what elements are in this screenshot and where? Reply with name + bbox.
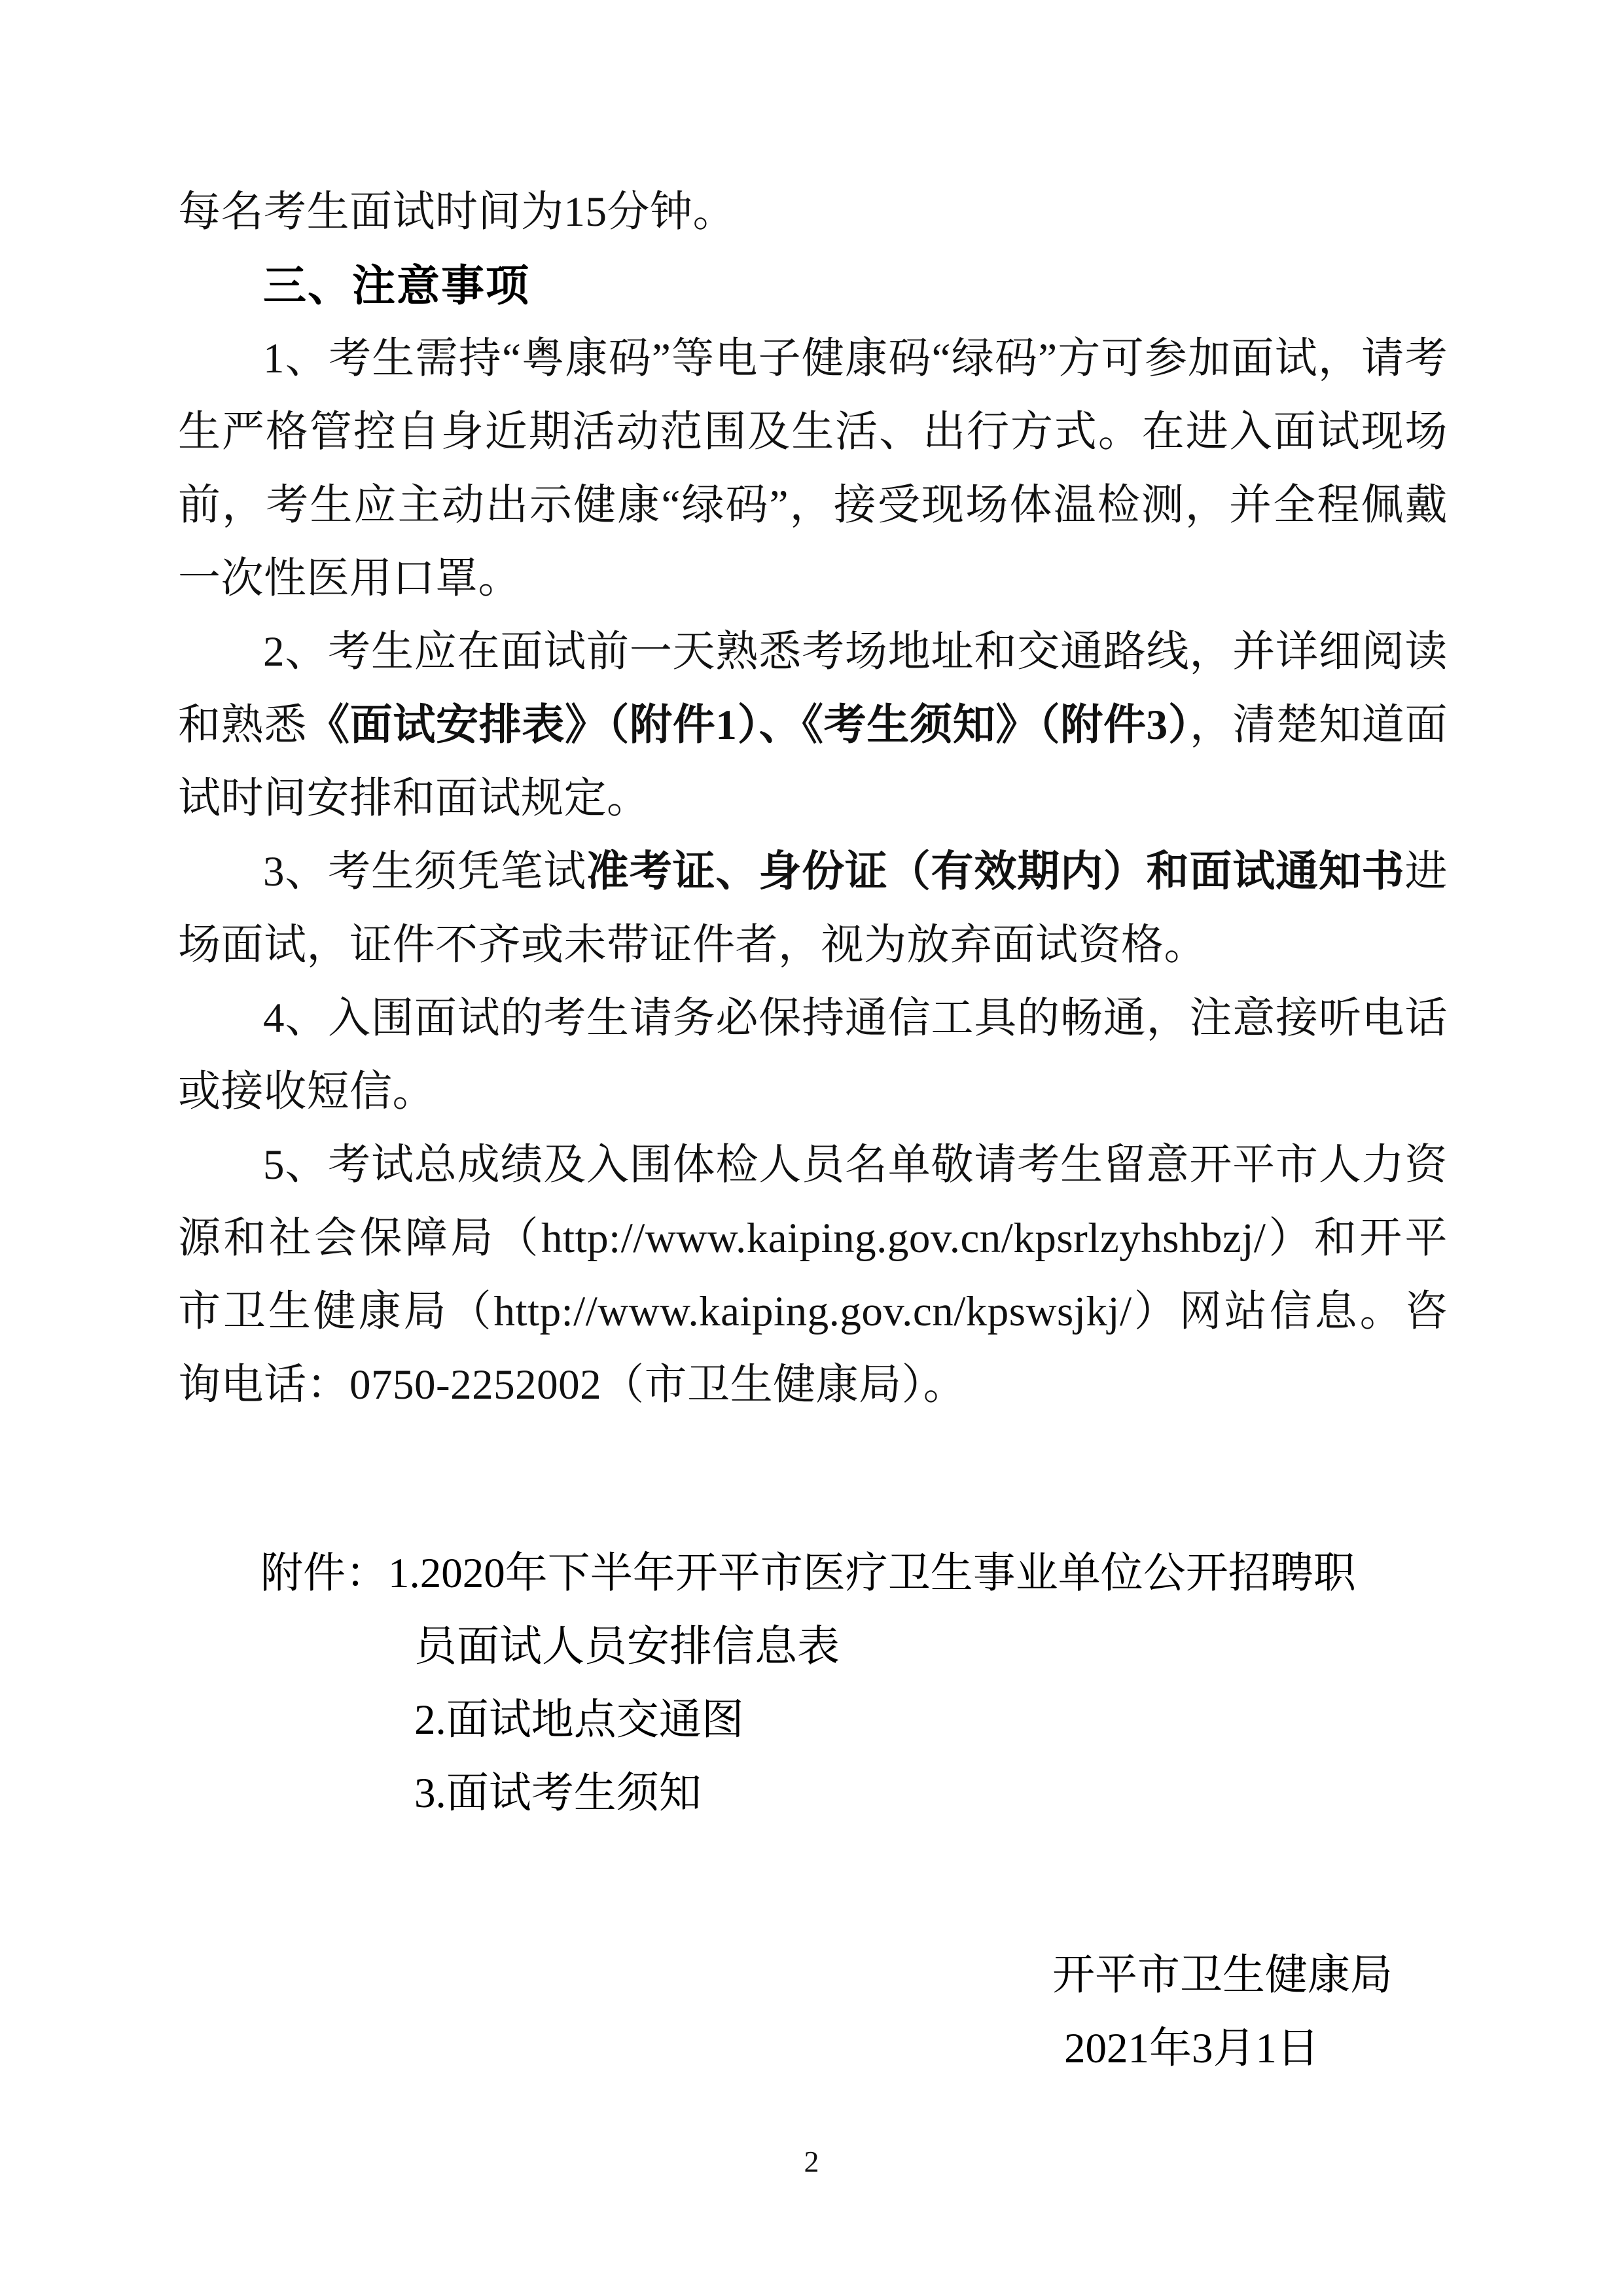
notice-item-4	[178, 982, 1448, 1128]
issue-date: 2021年3月1日	[1063, 2025, 1319, 2072]
text-run: 2、考生应在面试前一天熟悉考场地址和交通路线，并详细阅读和熟悉	[178, 628, 1448, 749]
attachment-text-2: 面试地点交通图	[446, 1696, 744, 1744]
text-run: 进场面试，证件不齐或未带证件者，视为放弃面试资格。	[178, 848, 1448, 969]
emphasis-run: 准考证、身份证（有效期内）和面试通知书	[586, 848, 1405, 895]
attachment-number-3: 3.	[414, 1770, 446, 1817]
attachments-label: 附件：	[260, 1550, 389, 1597]
attachment-item-1	[388, 1537, 1471, 1610]
attachment-item-3	[414, 1757, 1471, 1830]
notice-item-1	[178, 322, 1448, 615]
attachment-item-2	[414, 1683, 1471, 1757]
attachment-row-1-wrap	[260, 1610, 1471, 1683]
attachment-item-1-continued: 员面试人员安排信息表	[414, 1623, 840, 1670]
document-body	[178, 175, 1448, 1422]
issuing-organization: 开平市卫生健康局	[1052, 1952, 1393, 1999]
attachment-text-3: 面试考生须知	[446, 1770, 702, 1817]
text-run: 3、考生须凭笔试	[263, 848, 587, 895]
paragraph-continuation: 每名考生面试时间为15分钟。	[178, 188, 736, 236]
text-run: 1、考生需持“粤康码”等电子健康码“绿码”方可参加面试，请考生严格管控自身近期活动范围及生活、出行方式。在进入面试现场前，考生应主动出示健康“绿码”，接受现场体温检测，并全程佩戴一次性医用口罩。	[178, 335, 1448, 602]
text-run: ，清楚知道面试时间安排和面试规定。	[178, 702, 1448, 822]
notice-item-2	[178, 615, 1448, 835]
notice-item-5	[178, 1128, 1448, 1422]
attachment-number-2: 2.	[414, 1696, 446, 1744]
text-run: 5、考试总成绩及入围体检人员名单敬请考生留意开平市人力资源和社会保障局（http://www.kaiping.gov.cn/kpsrlzyhshbzj/）和开平市卫生健康局（http://www.kaiping.gov.cn/kpswsjkj/）网站信息。咨询电话：0750-2252002（市卫生健康局）。	[178, 1141, 1448, 1408]
page-number-footer: 2	[804, 2145, 819, 2178]
notice-item-3	[178, 835, 1448, 982]
attachment-text-1: 2020年下半年开平市医疗卫生事业单位公开招聘职	[419, 1550, 1356, 1597]
signature-block	[1052, 1939, 1393, 2085]
emphasis-run: 《面试安排表》（附件1）、《考生须知》（附件3）	[307, 702, 1190, 749]
attachments-block	[260, 1537, 1471, 1830]
text-run: 4、入围面试的考生请务必保持通信工具的畅通，注意接听电话或接收短信。	[178, 995, 1448, 1115]
attachment-row-2	[260, 1683, 1471, 1757]
attachment-row-3	[260, 1757, 1471, 1830]
section-heading-notes: 三、注意事项	[263, 261, 530, 310]
attachment-number-1: 1.	[388, 1550, 420, 1597]
attachment-row-1	[260, 1537, 1471, 1610]
